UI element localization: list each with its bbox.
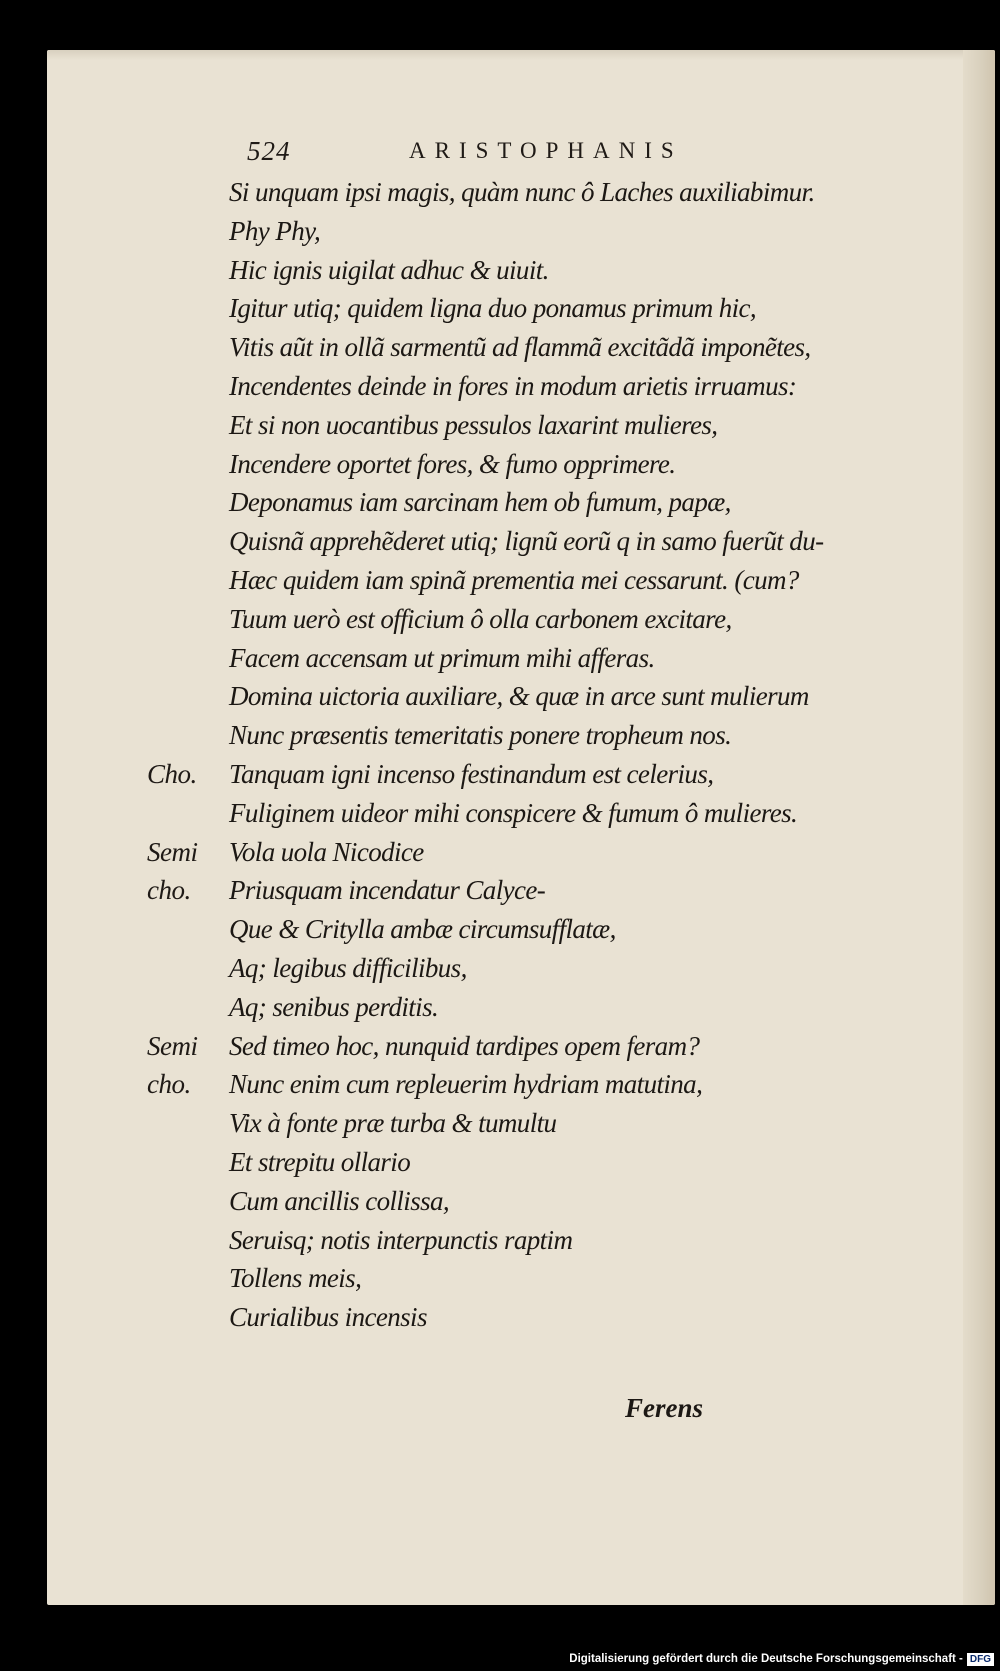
verse-line	[147, 643, 967, 682]
page-edge	[963, 50, 995, 1605]
verse-line	[147, 798, 967, 837]
verse-line	[147, 526, 967, 565]
verse-text: Aq; legibus difficilibus,	[229, 952, 467, 983]
verse-line	[147, 371, 967, 410]
verse-text: Sed timeo hoc, nunquid tardipes opem feram?	[229, 1030, 700, 1061]
verse-text: Deponamus iam sarcinam hem ob fumum, papæ,	[229, 487, 731, 518]
page-shadow	[47, 50, 995, 60]
verse-line	[147, 875, 967, 914]
verse-text: Phy Phy,	[229, 215, 321, 246]
verse-text: Vitis aũt in ollã sarmentũ ad flammã excitãdã imponẽtes,	[229, 332, 811, 363]
verse-line	[147, 1263, 967, 1302]
speaker-label: Semi	[147, 1030, 198, 1061]
digitization-footer	[569, 1652, 994, 1666]
running-head: ARISTOPHANIS	[409, 138, 683, 163]
verse-line	[147, 914, 967, 953]
verse-line	[147, 177, 967, 216]
verse-line	[147, 720, 967, 759]
verse-line	[147, 953, 967, 992]
verse-text: Vola uola Nicodice	[229, 836, 424, 867]
verse-text: Et strepitu ollario	[229, 1146, 411, 1177]
verse-line	[147, 837, 967, 876]
verse-text: Aq; senibus perditis.	[229, 991, 439, 1022]
verse-text: Seruisq; notis interpunctis raptim	[229, 1224, 573, 1255]
verse-line	[147, 1302, 967, 1341]
verse-line	[147, 992, 967, 1031]
verse-text: Vix à fonte præ turba & tumultu	[229, 1108, 557, 1139]
verse-line	[147, 1225, 967, 1264]
verse-line	[147, 1186, 967, 1225]
verse-line	[147, 487, 967, 526]
verse-text: Hæc quidem iam spinã prementia mei cessarunt. (cum?	[229, 564, 799, 595]
verse-line	[147, 1031, 967, 1070]
verse-text: Priusquam incendatur Calyce-	[229, 875, 546, 906]
verse-text: Hic ignis uigilat adhuc & uiuit.	[229, 254, 549, 285]
verse-line	[147, 1069, 967, 1108]
speaker-label: Cho.	[147, 758, 197, 789]
verse-line	[147, 1147, 967, 1186]
page-header	[247, 136, 827, 176]
verse-text: Igitur utiq; quidem ligna duo ponamus primum hic,	[229, 293, 757, 324]
dfg-logo-icon: DFG	[967, 1653, 994, 1666]
verse-text: Incendentes deinde in fores in modum arietis irruamus:	[229, 370, 797, 401]
verse-text: Quisnã apprehẽderet utiq; lignũ eorũ q in samo fuerũt du-	[229, 526, 824, 557]
verse-text: Cum ancillis collissa,	[229, 1185, 450, 1216]
verse-line	[147, 681, 967, 720]
verse-line	[147, 255, 967, 294]
verse-text: Domina uictoria auxiliare, & quæ in arce sunt mulierum	[229, 681, 809, 712]
verse-line	[147, 332, 967, 371]
verse-text: Tollens meis,	[229, 1263, 362, 1294]
verse-text: Si unquam ipsi magis, quàm nunc ô Laches auxiliabimur.	[229, 177, 815, 207]
verse-block	[147, 177, 967, 1341]
verse-line	[147, 293, 967, 332]
verse-line	[147, 565, 967, 604]
verse-line	[147, 604, 967, 643]
book-page	[47, 50, 995, 1605]
speaker-label: cho.	[147, 1069, 191, 1100]
verse-line	[147, 759, 967, 798]
verse-text: Nunc enim cum repleuerim hydriam matutina,	[229, 1069, 703, 1100]
verse-text: Tanquam igni incenso festinandum est celerius,	[229, 758, 714, 789]
verse-text: Tuum uerò est officium ô olla carbonem excitare,	[229, 603, 732, 634]
verse-text: Fuliginem uideor mihi conspicere & fumum ô mulieres.	[229, 797, 798, 828]
verse-line	[147, 410, 967, 449]
verse-text: Curialibus incensis	[229, 1302, 427, 1333]
speaker-label: cho.	[147, 875, 191, 906]
verse-line	[147, 216, 967, 255]
verse-text: Nunc præsentis temeritatis ponere tropheum nos.	[229, 720, 732, 751]
catchword: Ferens	[625, 1393, 704, 1423]
verse-line	[147, 1108, 967, 1147]
speaker-label: Semi	[147, 836, 198, 867]
verse-text: Facem accensam ut primum mihi afferas.	[229, 642, 655, 673]
funding-credit: Digitalisierung gefördert durch die Deutsche Forschungsgemeinschaft -	[569, 1653, 963, 1665]
verse-text: Et si non uocantibus pessulos laxarint mulieres,	[229, 409, 718, 440]
verse-text: Incendere oportet fores, & fumo opprimere.	[229, 448, 676, 479]
verse-text: Que & Critylla ambæ circumsufflatæ,	[229, 914, 616, 945]
verse-line	[147, 449, 967, 488]
page-number: 524	[247, 136, 291, 166]
